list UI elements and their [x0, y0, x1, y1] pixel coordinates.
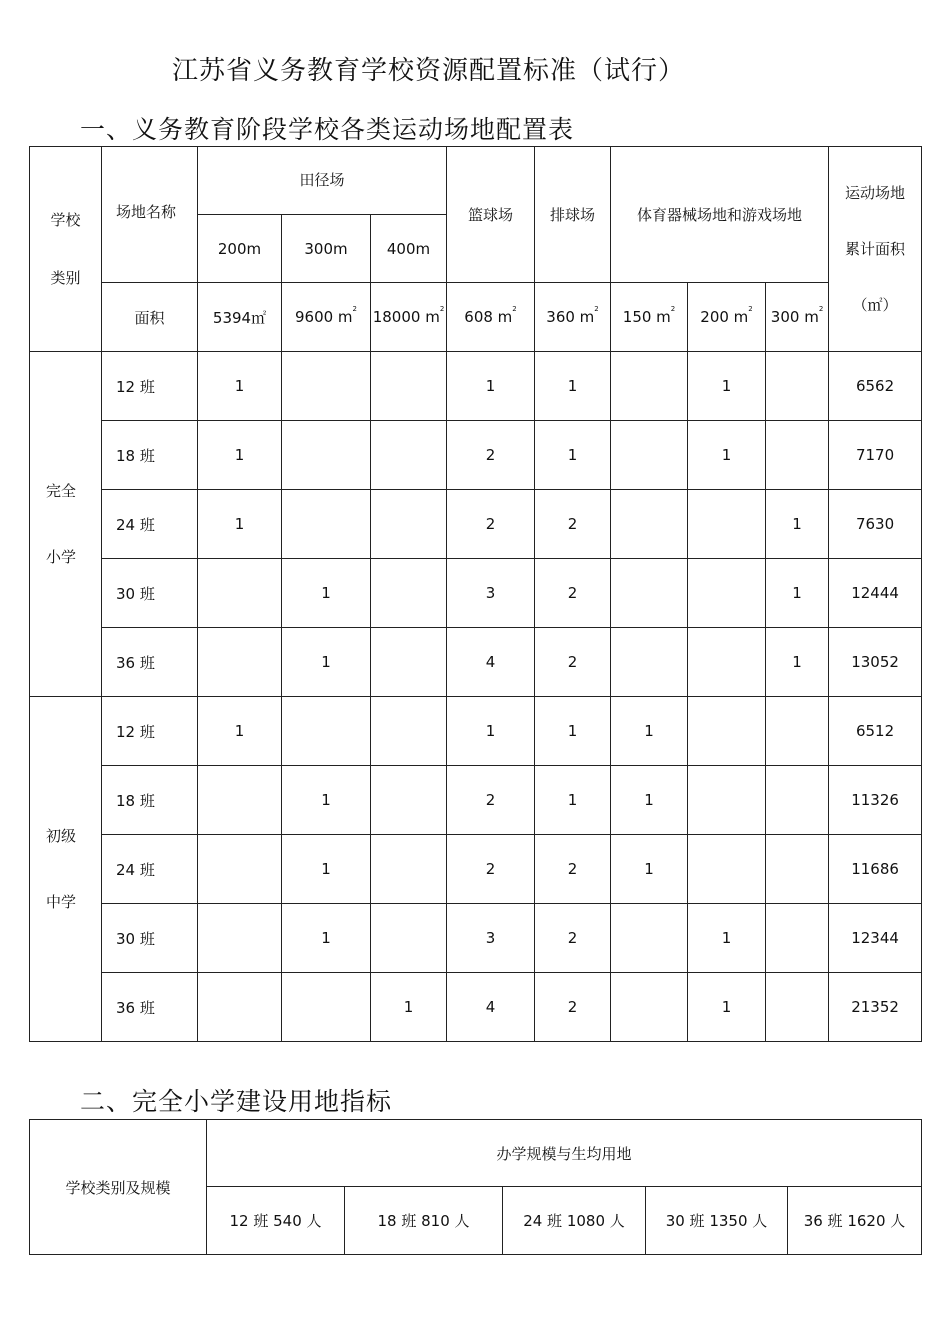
basketball-header: 篮球场 [447, 147, 535, 283]
scale-cell: 12 班 540 人 [207, 1187, 345, 1255]
count-cell: 1 [535, 421, 611, 490]
sports-venue-table [29, 146, 922, 1042]
count-cell [766, 904, 829, 973]
total-area-cell: 7170 [829, 421, 922, 490]
count-cell: 1 [198, 421, 282, 490]
class-size-cell: 30 班 [102, 559, 198, 628]
count-cell: 2 [535, 628, 611, 697]
count-cell [611, 352, 688, 421]
count-cell [371, 766, 447, 835]
count-cell: 1 [611, 697, 688, 766]
count-cell: 1 [766, 628, 829, 697]
class-size-cell: 12 班 [102, 352, 198, 421]
count-cell: 1 [282, 559, 371, 628]
count-cell: 1 [688, 904, 766, 973]
count-cell: 1 [688, 421, 766, 490]
count-cell [198, 559, 282, 628]
count-cell: 2 [535, 559, 611, 628]
total-area-header: 运动场地 累计面积 （㎡） [829, 147, 922, 352]
section-1-title: 一、义务教育阶段学校各类运动场地配置表 [80, 115, 575, 144]
count-cell [688, 628, 766, 697]
count-cell [198, 628, 282, 697]
table-row [30, 490, 922, 559]
land-use-table [29, 1119, 922, 1255]
area-value-cell: 300 $m^2$ [766, 283, 829, 352]
count-cell: 1 [198, 352, 282, 421]
count-cell [766, 697, 829, 766]
count-cell: 1 [688, 973, 766, 1042]
count-cell [198, 835, 282, 904]
count-cell: 2 [535, 490, 611, 559]
count-cell [766, 835, 829, 904]
count-cell: 1 [447, 352, 535, 421]
count-cell: 1 [535, 697, 611, 766]
table-row [30, 559, 922, 628]
count-cell [611, 490, 688, 559]
count-cell: 3 [447, 904, 535, 973]
count-cell: 1 [198, 490, 282, 559]
count-cell [371, 904, 447, 973]
count-cell [198, 766, 282, 835]
count-cell [282, 352, 371, 421]
count-cell: 4 [447, 628, 535, 697]
venue-name-header: 场地名称 [102, 147, 198, 283]
count-cell: 1 [282, 766, 371, 835]
count-cell: 2 [447, 835, 535, 904]
scale-cell: 24 班 1080 人 [503, 1187, 646, 1255]
count-cell [611, 904, 688, 973]
count-cell: 3 [447, 559, 535, 628]
volleyball-header: 排球场 [535, 147, 611, 283]
count-cell [688, 766, 766, 835]
class-size-cell: 24 班 [102, 835, 198, 904]
total-area-cell: 12344 [829, 904, 922, 973]
count-cell [198, 973, 282, 1042]
track-400m-header: 400m [371, 215, 447, 283]
table-row [30, 421, 922, 490]
count-cell [371, 559, 447, 628]
track-300m-header: 300m [282, 215, 371, 283]
count-cell [282, 421, 371, 490]
total-area-cell: 7630 [829, 490, 922, 559]
count-cell [282, 697, 371, 766]
class-size-cell: 18 班 [102, 766, 198, 835]
count-cell [282, 490, 371, 559]
document-title: 江苏省义务教育学校资源配置标准（试行） [172, 56, 686, 86]
area-label: 面积 [102, 283, 198, 352]
count-cell: 2 [447, 421, 535, 490]
count-cell: 1 [611, 766, 688, 835]
total-area-cell: 6512 [829, 697, 922, 766]
table-row [30, 766, 922, 835]
count-cell [198, 904, 282, 973]
section-2-title: 二、完全小学建设用地指标 [80, 1087, 393, 1116]
count-cell [611, 421, 688, 490]
total-area-cell: 12444 [829, 559, 922, 628]
count-cell [766, 973, 829, 1042]
equipment-header: 体育器械场地和游戏场地 [611, 147, 829, 283]
class-size-cell: 12 班 [102, 697, 198, 766]
table-row [30, 628, 922, 697]
count-cell: 1 [611, 835, 688, 904]
track-header: 田径场 [198, 147, 447, 215]
count-cell [371, 421, 447, 490]
school-category-cell: 初级 中学 [30, 697, 102, 1042]
count-cell: 1 [535, 766, 611, 835]
count-cell [766, 766, 829, 835]
area-value-cell: 9600 $m^2$ [282, 283, 371, 352]
school-scale-header: 学校类别及规模 [30, 1120, 207, 1255]
total-area-cell: 6562 [829, 352, 922, 421]
table-row [30, 835, 922, 904]
count-cell [611, 559, 688, 628]
class-size-cell: 36 班 [102, 973, 198, 1042]
table-row [30, 973, 922, 1042]
count-cell [371, 352, 447, 421]
table-row [30, 352, 922, 421]
count-cell: 1 [371, 973, 447, 1042]
total-area-cell: 13052 [829, 628, 922, 697]
school-category-header: 学校 类别 [30, 147, 102, 352]
count-cell: 1 [282, 904, 371, 973]
area-value-cell: 5394㎡ [198, 283, 282, 352]
count-cell [371, 490, 447, 559]
area-value-cell: 360 $m^2$ [535, 283, 611, 352]
area-value-cell: 608 $m^2$ [447, 283, 535, 352]
class-size-cell: 30 班 [102, 904, 198, 973]
area-value-cell: 150 $m^2$ [611, 283, 688, 352]
count-cell [282, 973, 371, 1042]
count-cell: 2 [447, 766, 535, 835]
count-cell: 1 [535, 352, 611, 421]
count-cell [611, 628, 688, 697]
count-cell: 4 [447, 973, 535, 1042]
class-size-cell: 24 班 [102, 490, 198, 559]
count-cell: 1 [282, 835, 371, 904]
class-size-cell: 36 班 [102, 628, 198, 697]
count-cell: 2 [535, 973, 611, 1042]
count-cell: 1 [282, 628, 371, 697]
table-row [30, 697, 922, 766]
count-cell [611, 973, 688, 1042]
count-cell: 2 [535, 835, 611, 904]
school-category-cell: 完全 小学 [30, 352, 102, 697]
count-cell [688, 490, 766, 559]
count-cell: 1 [766, 490, 829, 559]
total-area-cell: 11326 [829, 766, 922, 835]
count-cell: 1 [766, 559, 829, 628]
total-area-cell: 11686 [829, 835, 922, 904]
scale-cell: 30 班 1350 人 [646, 1187, 788, 1255]
count-cell [371, 697, 447, 766]
scale-cell: 18 班 810 人 [345, 1187, 503, 1255]
track-200m-header: 200m [198, 215, 282, 283]
count-cell: 1 [198, 697, 282, 766]
scale-land-header: 办学规模与生均用地 [207, 1120, 922, 1187]
count-cell [766, 352, 829, 421]
count-cell [688, 835, 766, 904]
count-cell [766, 421, 829, 490]
count-cell [371, 835, 447, 904]
count-cell: 1 [447, 697, 535, 766]
scale-cell: 36 班 1620 人 [788, 1187, 922, 1255]
count-cell [688, 697, 766, 766]
count-cell: 2 [447, 490, 535, 559]
class-size-cell: 18 班 [102, 421, 198, 490]
area-value-cell: 18000 $m^2$ [371, 283, 447, 352]
table-row [30, 904, 922, 973]
count-cell [371, 628, 447, 697]
count-cell: 1 [688, 352, 766, 421]
count-cell: 2 [535, 904, 611, 973]
area-value-cell: 200 $m^2$ [688, 283, 766, 352]
total-area-cell: 21352 [829, 973, 922, 1042]
count-cell [688, 559, 766, 628]
